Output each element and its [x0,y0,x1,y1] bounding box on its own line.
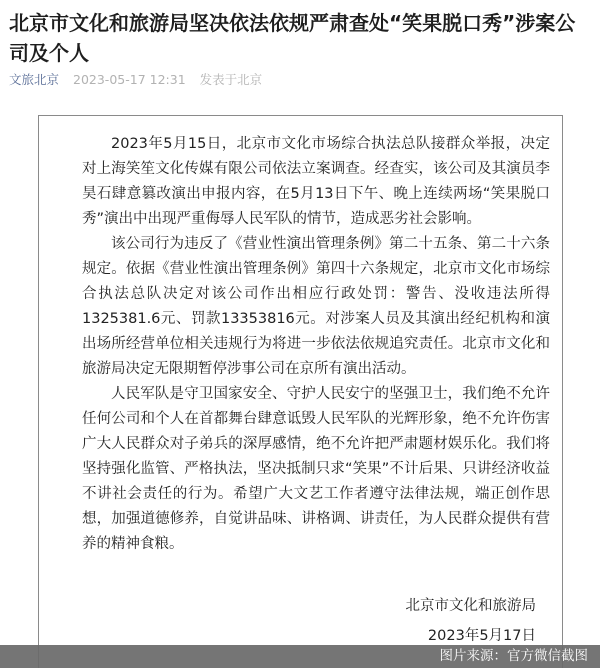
author-link[interactable]: 文旅北京 [9,72,60,87]
notice-date: 2023年5月17日 [427,628,536,644]
publish-datetime: 2023-05-17 12:31 [73,72,186,87]
image-credit: 图片来源：官方微信截图 [439,648,588,664]
article-title: 北京市文化和旅游局坚决依法依规严肃查处“笑果脱口秀”涉案公司及个人 [9,11,576,65]
article-meta [9,70,262,90]
notice-body [82,132,550,557]
notice-paragraph: 2023年5月15日，北京市文化市场综合执法总队接群众举报，决定对上海笑笙文化传媒有限公司依法立案调查。经查实，该公司及其演员李昊石肆意篡改演出申报内容，在5月13日下午、晚上连续两场“笑果脱口秀”演出中出现严重侮辱人民军队的情节，造成恶劣社会影响。 [82,136,550,227]
notice-paragraph: 该公司行为违反了《营业性演出管理条例》第二十五条、第二十六条规定。依据《营业性演出管理条例》第四十六条规定，北京市文化市场综合执法总队决定对该公司作出相应行政处罚：警告、没收违法所得1325381.6元、罚款13353816元。对涉案人员及其演出经纪机构和演出场所经营单位相关违规行为将进一步依法依规追究责任。北京市文化和旅游局决定无限期暂停涉事公司在京所有演出活动。 [82,236,550,377]
notice-signature: 北京市文化和旅游局 [405,598,536,614]
notice-paragraph: 人民军队是守卫国家安全、守护人民安宁的坚强卫士，我们绝不允许任何公司和个人在首都舞台肆意诋毁人民军队的光辉形象，绝不允许伤害广大人民群众对子弟兵的深厚感情，绝不允许把严肃题材娱乐化。我们将坚持强化监管、严格执法，坚决抵制只求“笑果”不计后果、只讲经济收益不讲社会责任的行为。希望广大文艺工作者遵守法律法规，端正创作思想，加强道德修养，自觉讲品味、讲格调、讲责任，为人民群众提供有营养的精神食粮。 [82,386,550,552]
image-credit-bar [0,645,600,668]
publish-location: 发表于北京 [199,72,263,87]
